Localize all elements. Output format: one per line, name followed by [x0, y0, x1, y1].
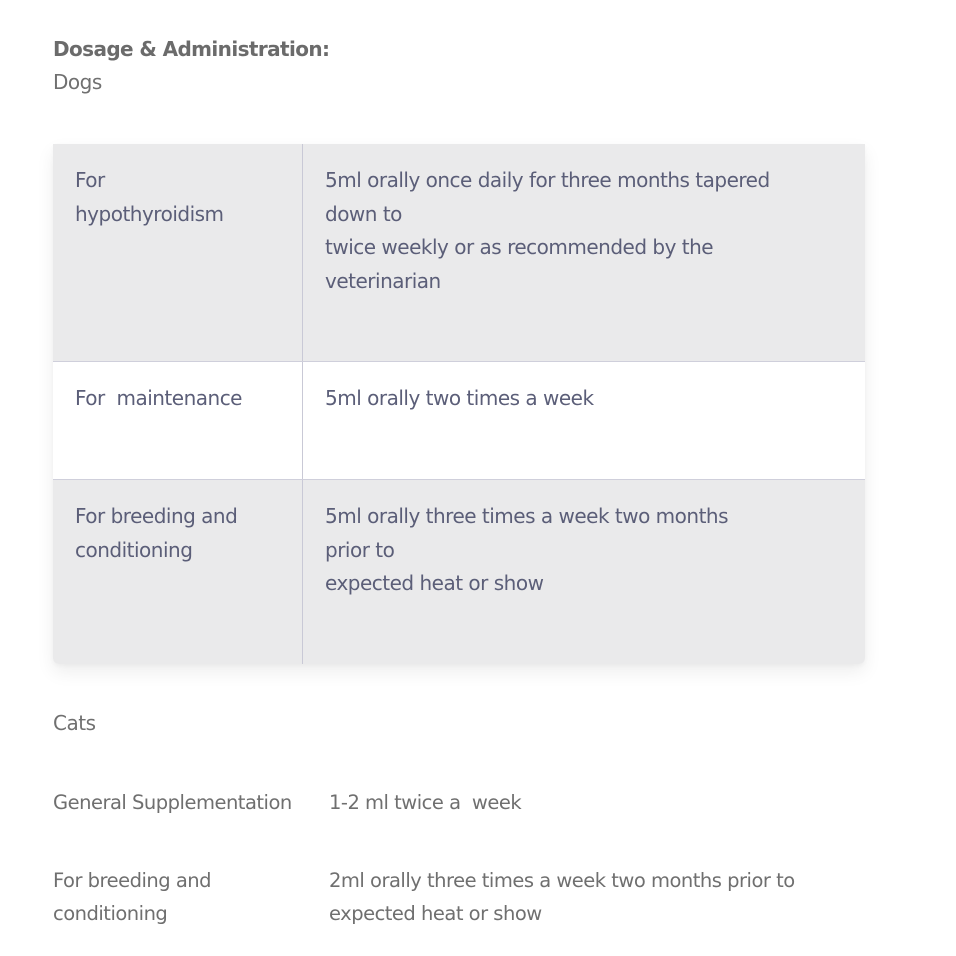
table-row — [53, 144, 865, 361]
regimen-text: down to — [325, 201, 402, 226]
cat-regimen — [329, 786, 521, 819]
section-heading: Dosage & Administration: — [53, 37, 330, 61]
indication-text: hypothyroidism — [75, 201, 224, 226]
regimen-text: expected heat or show — [325, 571, 544, 595]
indication-cell — [53, 144, 303, 361]
regimen-cell — [303, 144, 865, 361]
regimen-text: prior to — [325, 537, 395, 562]
table-row — [53, 361, 865, 479]
cat-indication — [53, 864, 323, 930]
regimen-text: 1-2 ml twice a week — [329, 791, 522, 814]
cats-dosage-row — [53, 786, 853, 820]
indication-text: For — [75, 168, 105, 192]
regimen-text: expected heat or show — [329, 902, 542, 925]
regimen-text: 5ml orally three times a week two months — [325, 504, 729, 528]
indication-text: For breeding and — [53, 869, 212, 892]
indication-text: General Supplementation — [53, 791, 292, 814]
indication-text: For breeding and — [75, 504, 238, 528]
indication-cell — [53, 480, 303, 664]
regimen-text: twice weekly or as recommended by the — [325, 235, 714, 259]
cats-dosage-row — [53, 864, 853, 932]
regimen-text: 5ml orally once daily for three months tapered — [325, 168, 770, 192]
indication-cell — [53, 362, 303, 479]
indication-text: For maintenance — [75, 386, 242, 410]
regimen-cell — [303, 362, 865, 479]
dogs-dosage-table — [53, 144, 865, 664]
cats-label: Cats — [53, 711, 96, 735]
regimen-text: 2ml orally three times a week two months prior to — [329, 869, 795, 892]
table-row — [53, 479, 865, 664]
regimen-cell — [303, 480, 865, 664]
regimen-text: 5ml orally two times a week — [325, 386, 594, 410]
indication-text: conditioning — [75, 537, 193, 562]
indication-text: conditioning — [53, 902, 168, 925]
dogs-label: Dogs — [53, 70, 102, 94]
cat-indication — [53, 786, 323, 819]
regimen-text: veterinarian — [325, 268, 441, 293]
cat-regimen — [329, 864, 795, 930]
